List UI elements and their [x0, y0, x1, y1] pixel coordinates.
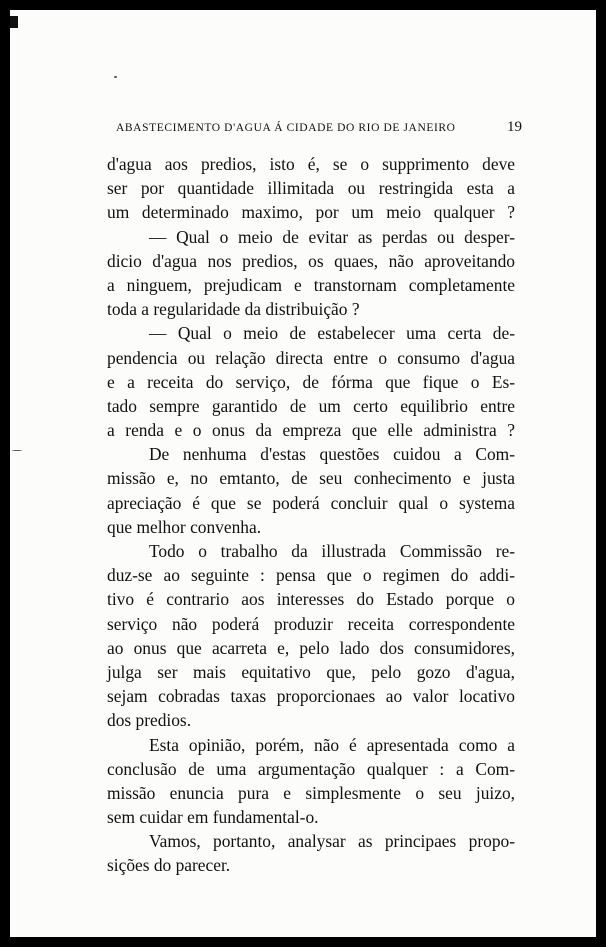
text-line: Esta opinião, porém, não é apresentada como a — [149, 734, 515, 755]
text-line: — Qual o meio de estabelecer uma certa de- — [149, 323, 515, 344]
text-line: ao onus que acarreta e, pelo lado dos consumidores, — [107, 637, 515, 658]
text-line: sejam cobradas taxas proporcionaes ao valor locativo — [107, 686, 515, 707]
text-line: Todo o trabalho da illustrada Commissão re- — [149, 541, 515, 561]
text-line: Vamos, portanto, analysar as principaes propo- — [149, 831, 515, 852]
text-line: julga ser mais equitativo que, pelo gozo d'agua, — [107, 661, 515, 682]
book-page — [10, 10, 596, 937]
text-line: e a receita do serviço, de fórma que fique o Es- — [107, 371, 515, 392]
text-line: dos predios. — [107, 710, 192, 731]
text-line: De nenhuma d'estas questões cuidou a Com- — [149, 444, 515, 465]
text-line: que melhor convenha. — [107, 516, 262, 537]
text-line: serviço não poderá produzir receita correspondente — [107, 613, 515, 634]
text-line: tivo é contrario aos interesses do Estado porque o — [107, 589, 515, 610]
text-line: a ninguem, prejudicam e transtornam completamente — [107, 274, 515, 295]
text-line: pendencia ou relação directa entre o consumo d'agua — [107, 347, 515, 368]
text-line: ser por quantidade illimitada ou restringida esta a — [107, 178, 515, 199]
paper-speck — [12, 450, 22, 451]
paper-speck — [114, 76, 117, 78]
text-line: tado sempre garantido de um certo equilibrio entre — [107, 395, 515, 416]
text-line: sem cuidar em fundamental-o. — [107, 807, 319, 828]
text-line: — Qual o meio de evitar as perdas ou desper- — [149, 226, 515, 247]
text-line: apreciação é que se poderá concluir qual o systema — [107, 492, 515, 513]
text-line: um determinado maximo, por um meio qualquer ? — [107, 202, 515, 223]
text-line: missão e, no emtanto, de seu conhecimento e justa — [107, 468, 515, 489]
text-line: dicio d'agua nos predios, os quaes, não aproveitando — [107, 250, 515, 271]
text-line: d'agua aos predios, isto é, se o supprimento deve — [107, 154, 515, 174]
scan-edge-mark — [10, 16, 18, 28]
text-line: toda a regularidade da distribuição ? — [107, 299, 360, 320]
page-number: 19 — [507, 119, 522, 135]
text-line: duz-se ao seguinte : pensa que o regimen do addi- — [107, 565, 515, 586]
running-header — [116, 119, 522, 135]
running-title: ABASTECIMENTO D'AGUA Á CIDADE DO RIO DE JANEIRO — [116, 122, 456, 134]
text-line: a renda e o onus da empreza que elle administra ? — [107, 420, 515, 441]
page-body — [107, 152, 515, 878]
text-line: missão enuncia pura e simplesmente o seu juizo, — [107, 782, 515, 803]
text-line: conclusão de uma argumentação qualquer : a Com- — [107, 758, 515, 779]
text-line: sições do parecer. — [107, 855, 231, 876]
